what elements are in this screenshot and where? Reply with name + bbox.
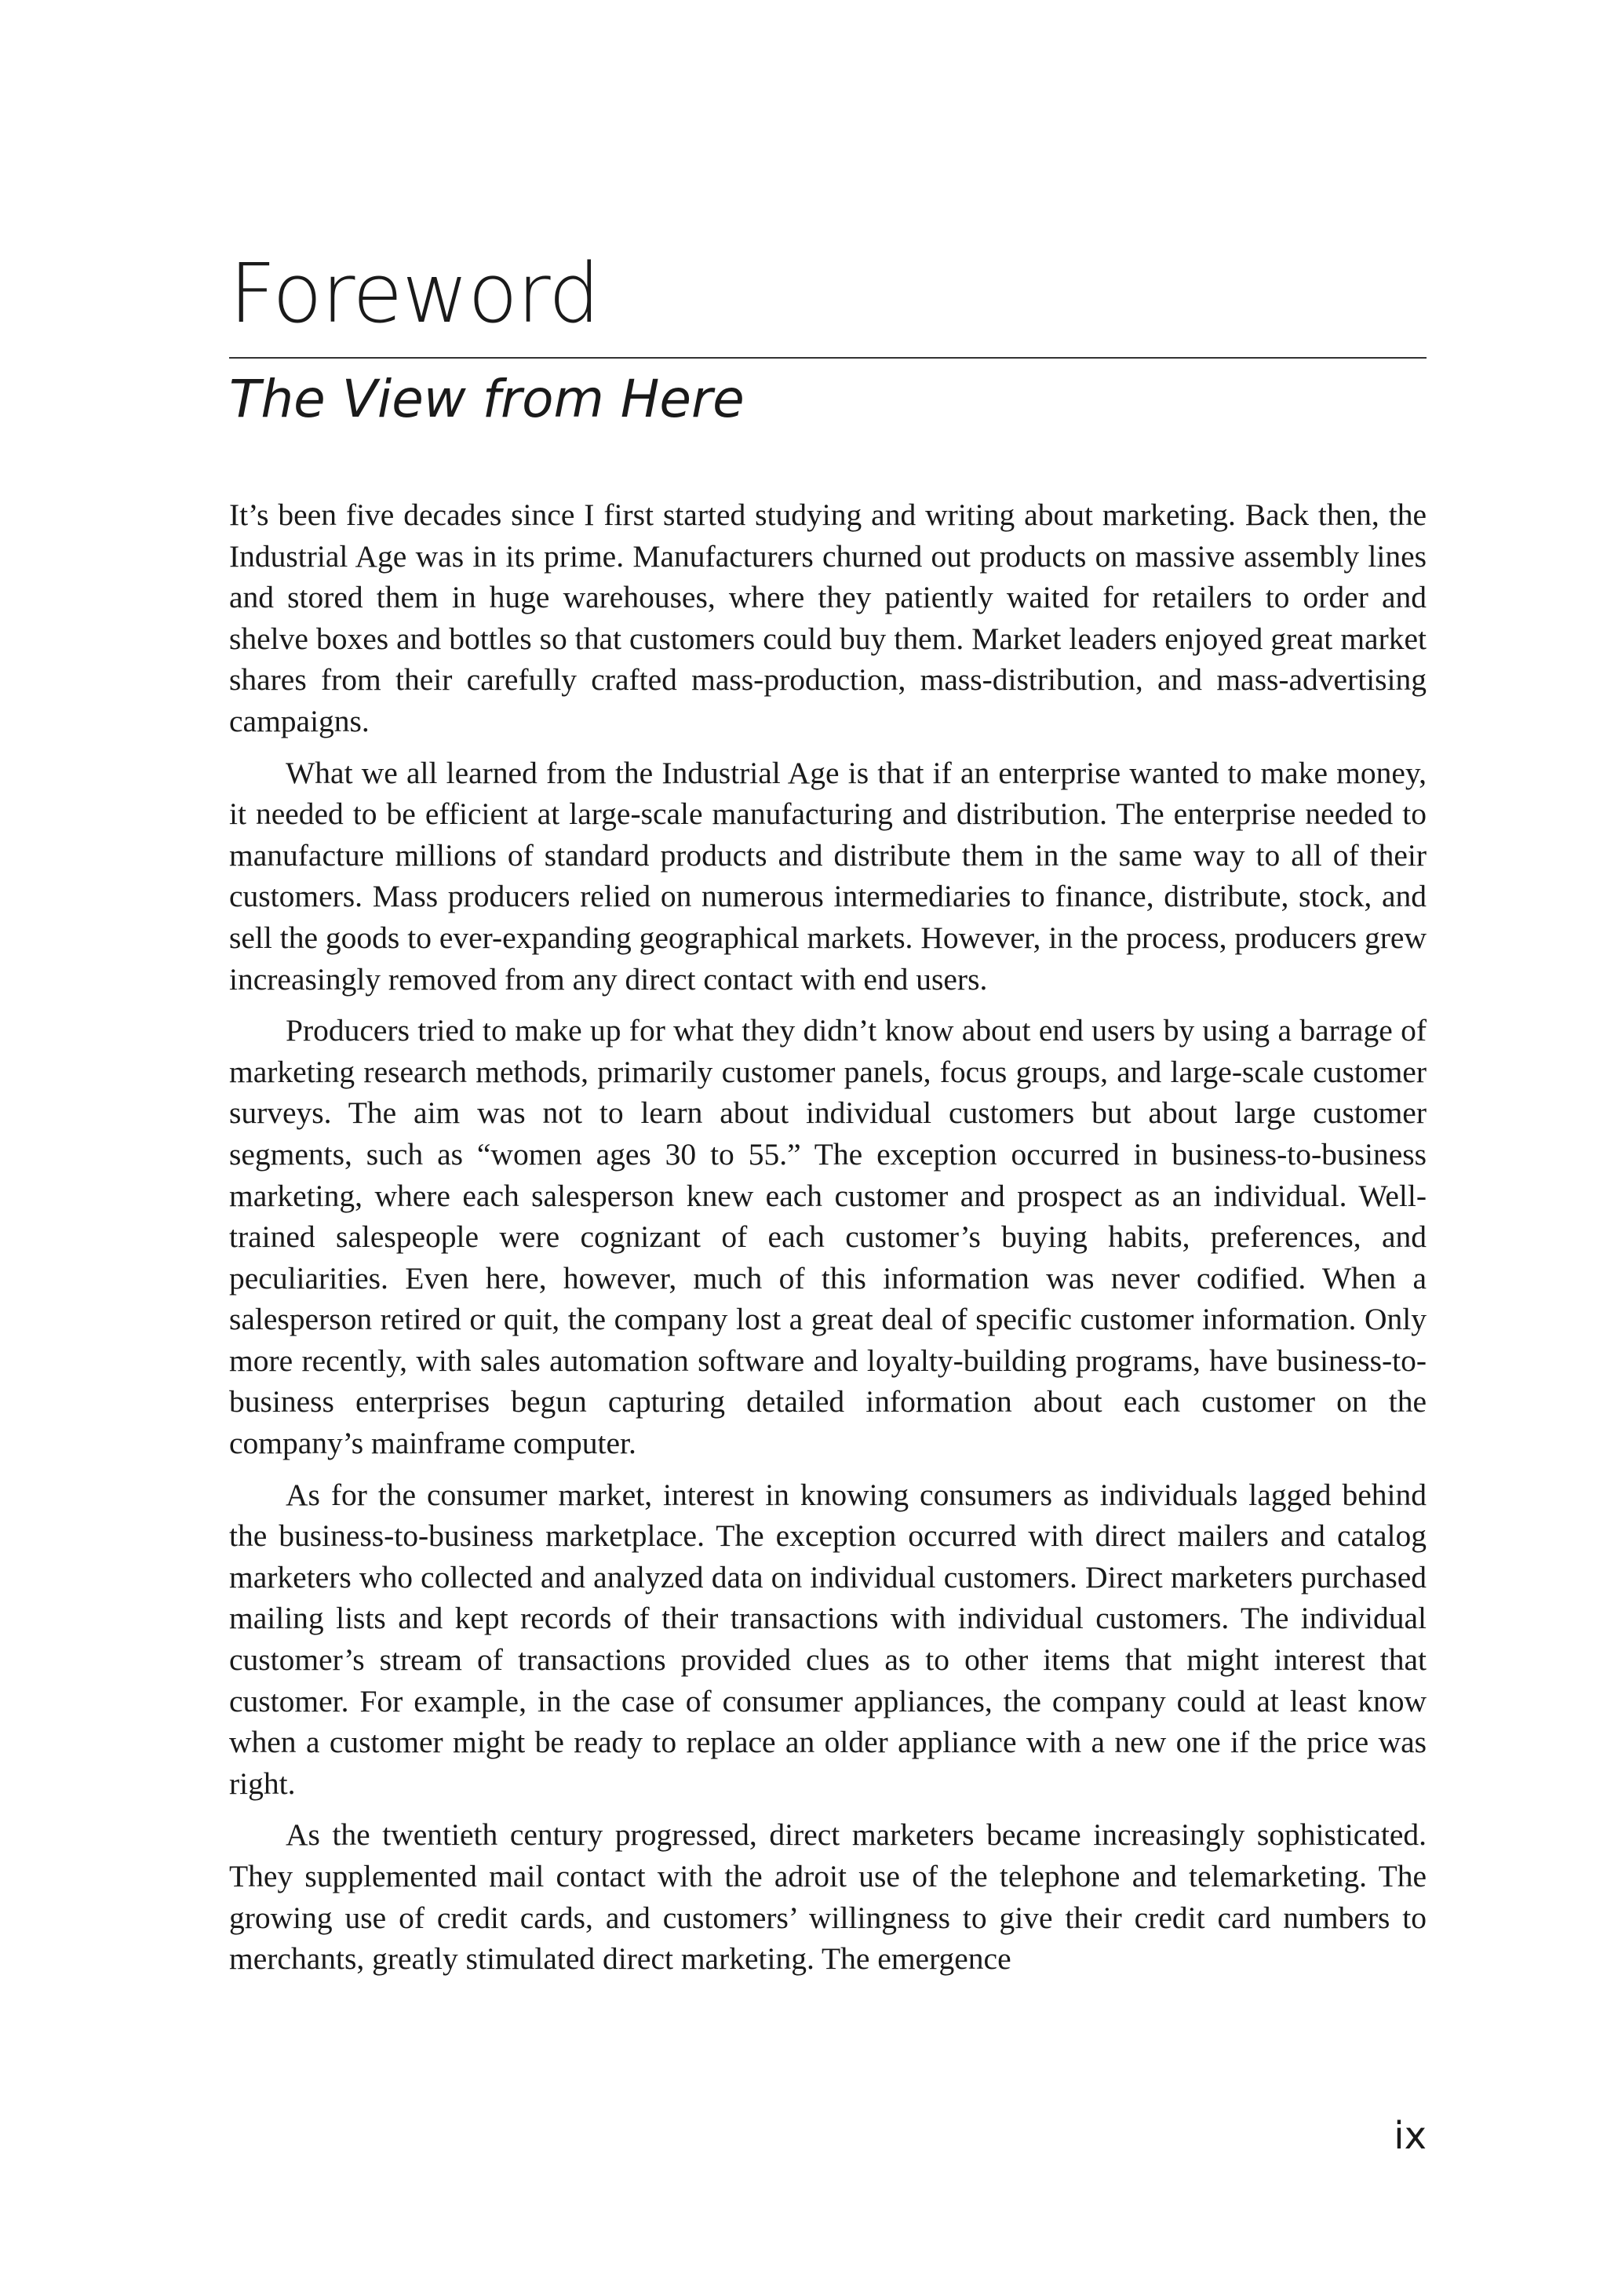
chapter-subtitle: The View from Here <box>229 369 745 429</box>
page-number: ix <box>1394 2114 1427 2158</box>
chapter-title: Foreword <box>229 246 599 341</box>
paragraph: Producers tried to make up for what they didn’t know about end users by using a barrage of marketing research methods, primarily customer panels, focus groups, and large-scale customer surveys. The aim was not to learn about individual customers but about large customer segments, such as “women ages 30 to 55.” The exception occurred in business-to-business marketing, where each salesperson knew each customer and prospect as an individual. Well-trained salespeople were cognizant of each customer’s buying habits, preferences, and peculiarities. Even here, however, much of this information was never codified. When a salesperson retired or quit, the company lost a great deal of specific customer information. Only more recently, with sales automation software and loyalty-building programs, have business-to-business enterprises begun capturing detailed information about each customer on the company’s mainframe computer. <box>229 1013 1427 1461</box>
paragraph: It’s been five decades since I first started studying and writing about marketing. Back then, the Industrial Age was in its prime. Manufacturers churned out products on massive assembly lines and stored them in huge warehouses, where they patiently waited for retailers to order and shelve boxes and bottles so that customers could buy them. Market leaders enjoyed great market shares from their carefully crafted mass-production, mass-distribution, and mass-advertising campaigns. <box>229 497 1427 738</box>
paragraph: As for the consumer market, interest in knowing consumers as individuals lagged behind the business-to-business marketplace. The exception occurred with direct mailers and catalog marketers who collected and analyzed data on individual customers. Direct marketers purchased mailing lists and kept records of their transactions with individual customers. The individual customer’s stream of transactions provided clues as to other items that might interest that customer. For example, in the case of consumer appliances, the company could at least know when a customer might be ready to replace an older appliance with a new one if the price was right. <box>229 1477 1427 1801</box>
body-text <box>229 494 1427 1980</box>
title-divider <box>229 357 1427 359</box>
paragraph: As the twentieth century progressed, direct marketers became increasingly sophisticated. They supplemented mail contact with the adroit use of the telephone and telemarketing. The growing use of credit cards, and customers’ willingness to give their credit card numbers to merchants, greatly stimulated direct marketing. The emergence <box>229 1817 1427 1977</box>
paragraph: What we all learned from the Industrial Age is that if an enterprise wanted to make money, it needed to be efficient at large-scale manufacturing and distribution. The enterprise needed to manufacture millions of standard products and distribute them in the same way to all of their customers. Mass producers relied on numerous intermediaries to finance, distribute, stock, and sell the goods to ever-expanding geographical markets. However, in the process, producers grew increasingly removed from any direct contact with end users. <box>229 755 1427 997</box>
